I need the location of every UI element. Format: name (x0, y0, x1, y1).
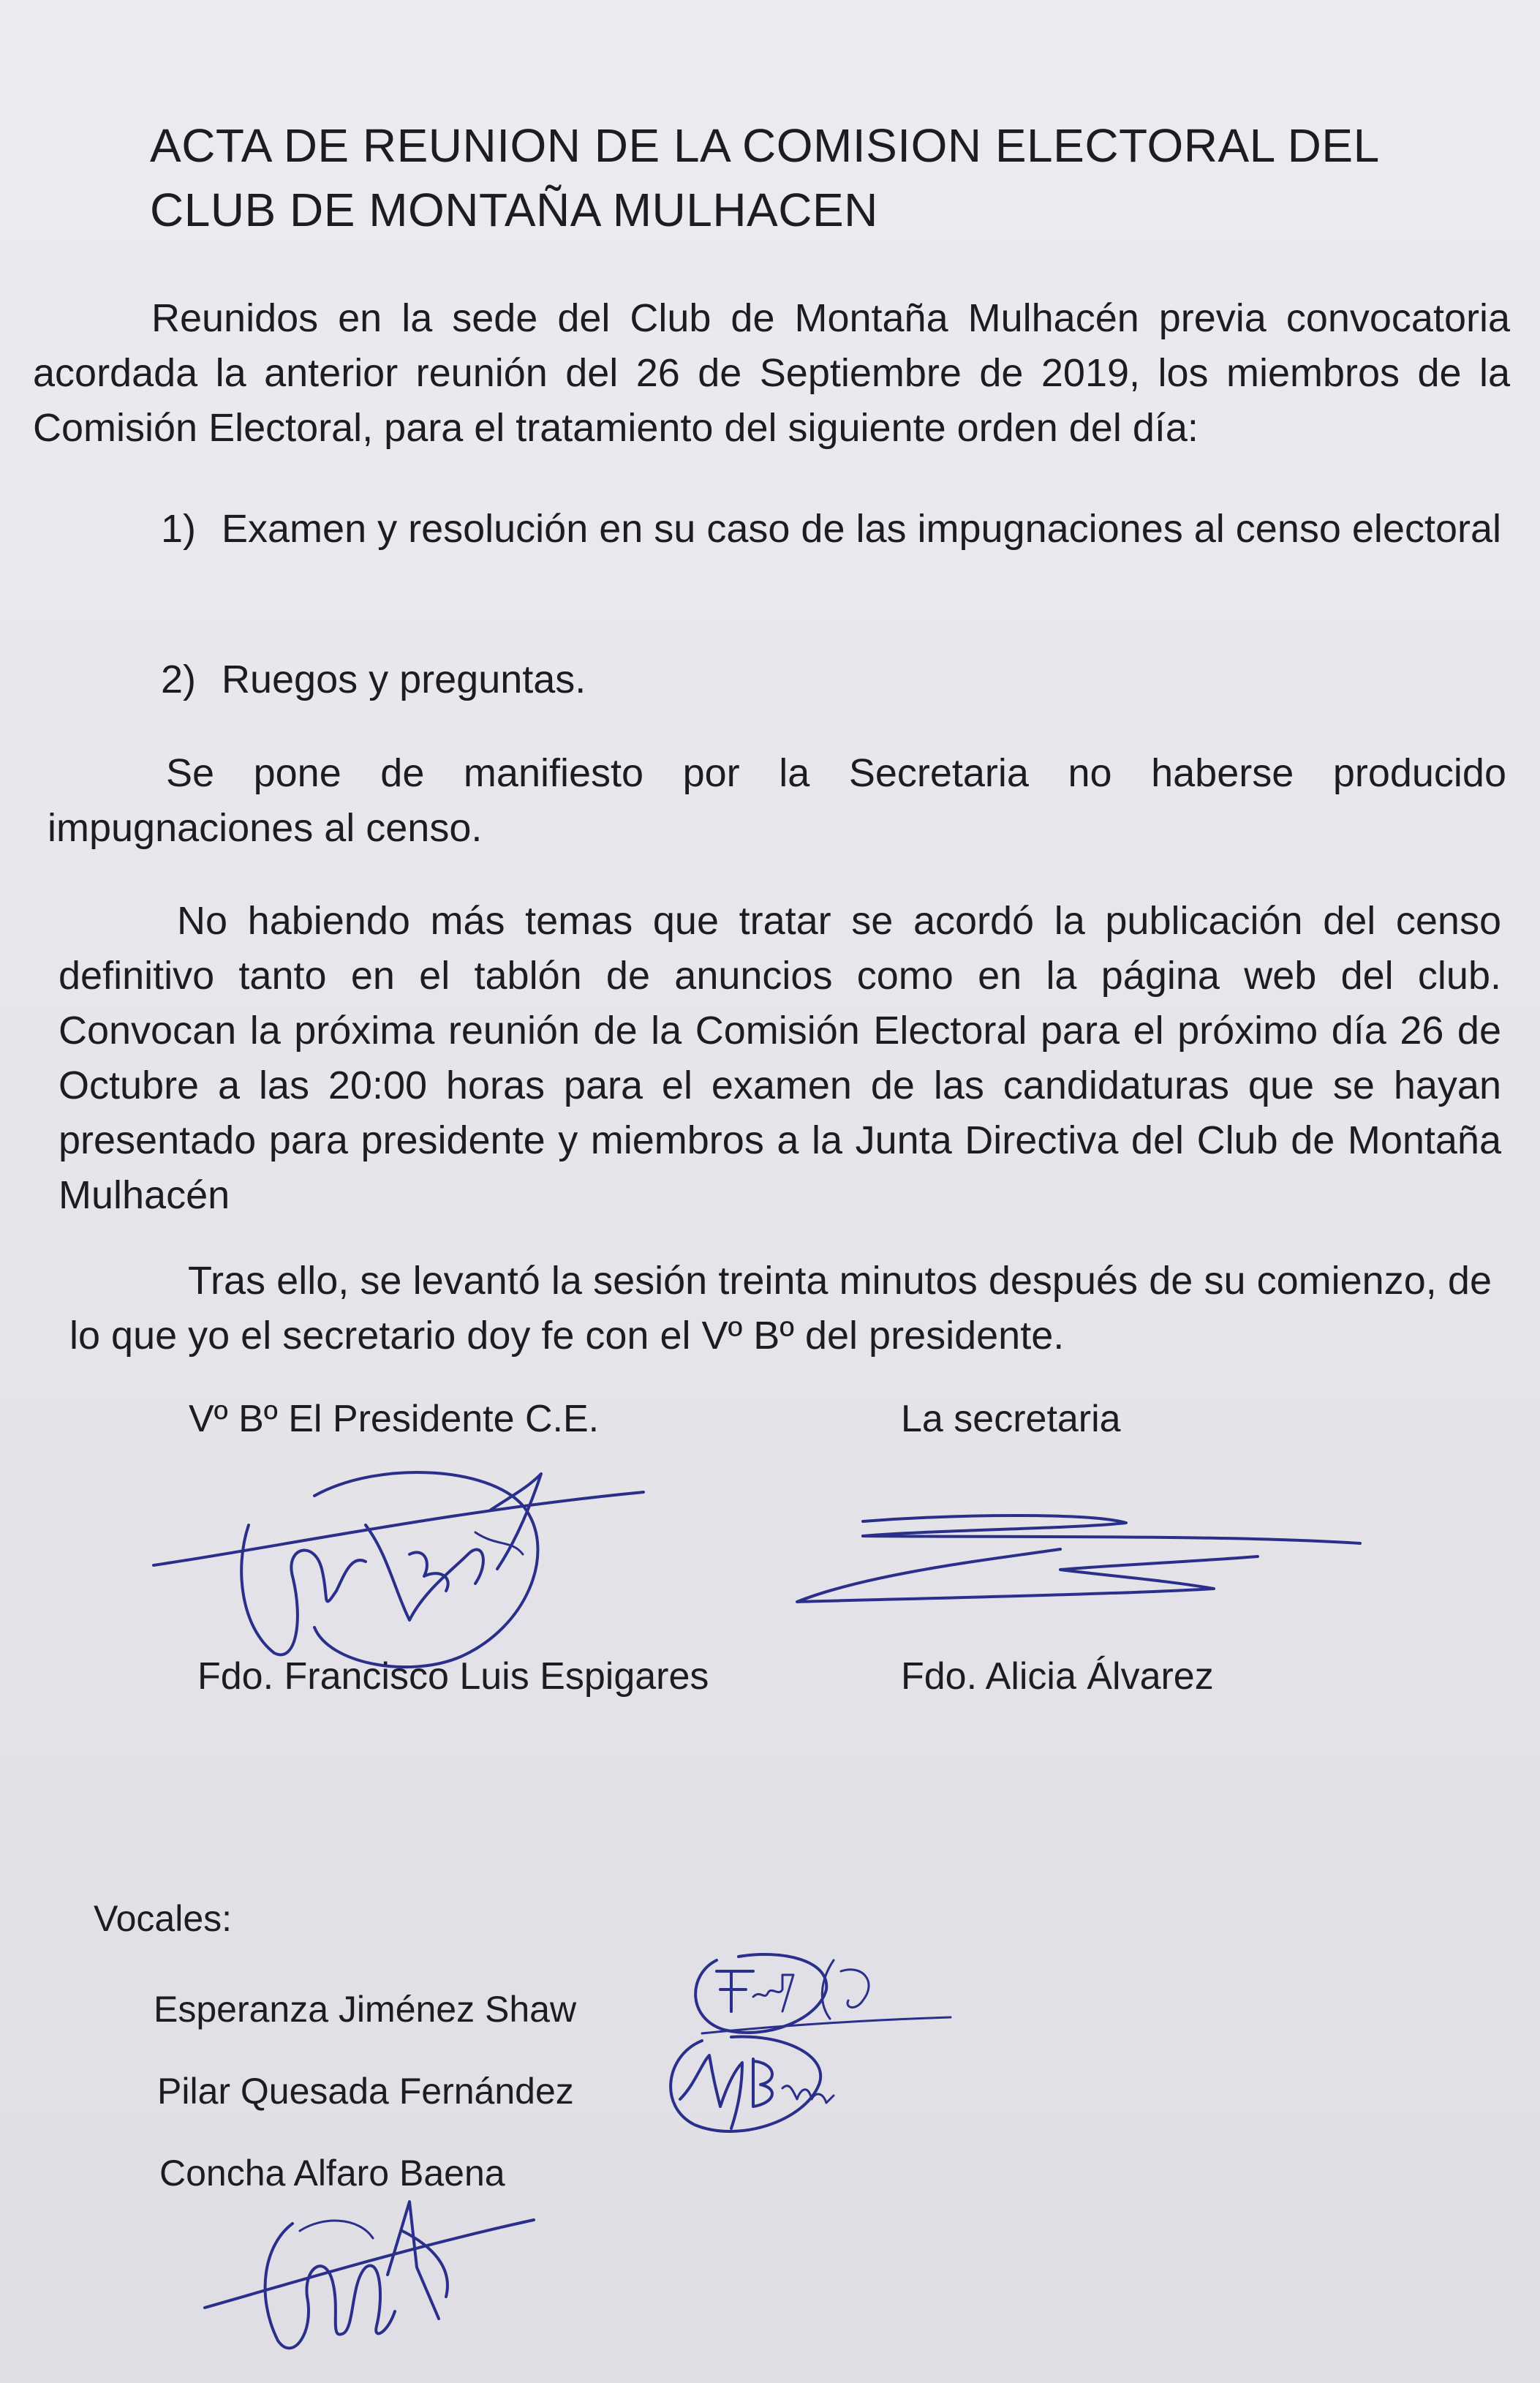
vocal-3-signature (197, 2187, 548, 2370)
agreement-paragraph: No habiendo más temas que tratar se acordó la publicación del censo definitivo tanto en el tablón de anuncios como en la página web del club. Convocan la próxima reunión de la Comisión Electoral para el próximo día 26 de Octubre a las 20:00 horas para el examen de las candidaturas que se hayan presentado para presidente y miembros a la Junta Directiva del Club de Montaña Mulhacén (58, 899, 1501, 1217)
president-signature (146, 1445, 658, 1686)
vocal-name: Concha Alfaro Baena (159, 2153, 505, 2194)
agenda-item-number: 1) (161, 507, 197, 551)
secretary-name: Fdo. Alicia Álvarez (901, 1655, 1214, 1698)
title-line-2: CLUB DE MONTAÑA MULHACEN (150, 184, 878, 236)
agenda-item-2 (161, 652, 1510, 707)
secretary-signature (782, 1507, 1367, 1624)
vocal-name: Pilar Quesada Fernández (157, 2071, 574, 2112)
intro-paragraph: Reunidos en la sede del Club de Montaña Mulhacén previa convocatoria acordada la anterior reunión del 26 de Septiembre de 2019, los miembros de la Comisión Electoral, para el tratamiento del siguiente orden del día: (33, 296, 1510, 450)
closing-paragraph: Tras ello, se levantó la sesión treinta minutos después de su comienzo, de lo que yo el secretario doy fe con el Vº Bº del presidente. (69, 1259, 1492, 1358)
agenda-item-number: 2) (161, 658, 197, 701)
president-name: Fdo. Francisco Luis Espigares (197, 1655, 709, 1698)
secretaria-paragraph: Se pone de manifiesto por la Secretaria no haberse producido impugnaciones al censo. (48, 751, 1506, 850)
vocales-label: Vocales: (94, 1898, 233, 1939)
agenda-item-1 (161, 502, 1510, 557)
agenda-item-text: Examen y resolución en su caso de las impugnaciones al censo electoral (222, 507, 1501, 551)
president-signature-label: Vº Bº El Presidente C.E. (189, 1398, 600, 1440)
vocal-name: Esperanza Jiménez Shaw (154, 1989, 577, 2030)
agenda-item-text: Ruegos y preguntas. (222, 658, 586, 701)
secretary-signature-label: La secretaria (901, 1398, 1121, 1440)
vocal-2-signature (651, 2019, 885, 2143)
title-line-1: ACTA DE REUNION DE LA COMISION ELECTORAL DEL (150, 119, 1380, 172)
document-title (150, 113, 1466, 242)
